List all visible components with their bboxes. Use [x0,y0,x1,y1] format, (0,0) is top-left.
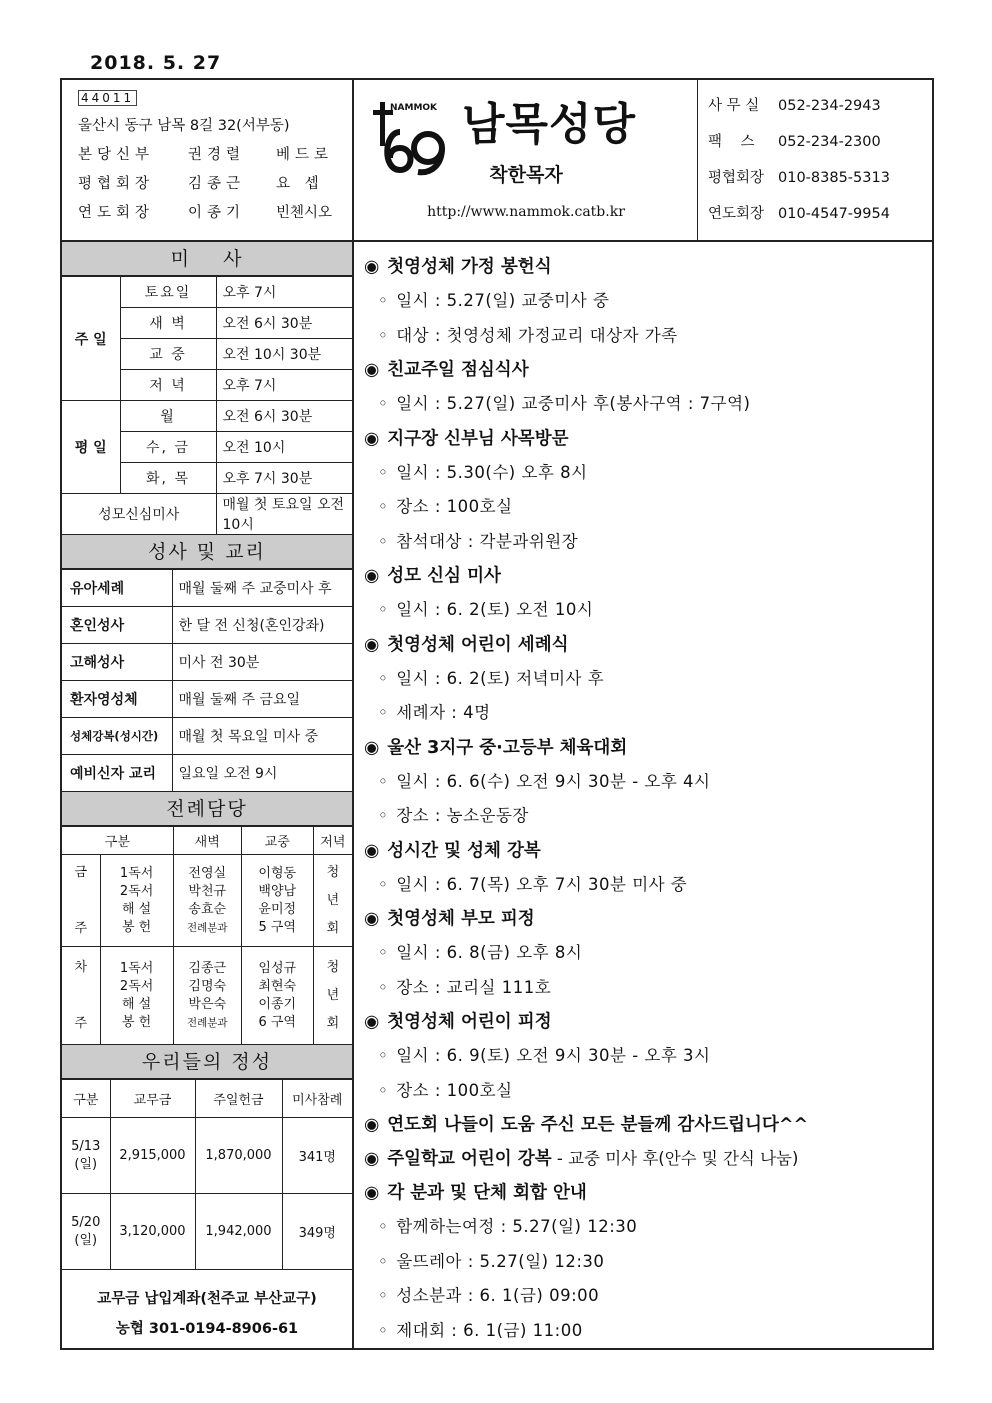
sub-bullet-icon: ◦ [378,462,389,482]
table-header-row [62,827,352,855]
tithe-amount: 3,120,000 [110,1194,195,1270]
mass-time: 오후 7시 [216,277,352,308]
table-row [62,570,352,607]
bullet-icon: ◉ [364,1012,380,1032]
table-row [62,718,352,755]
table-row [62,277,352,308]
liturgy-section-title: 전례담당 [62,792,352,826]
staff-baptismal-name: 요 셉 [276,176,324,192]
notice-detail [364,284,932,319]
staff-role: 본당신부 [78,147,155,163]
account-number: 농협 301-0194-8906-61 [115,1321,299,1337]
sub-bullet-icon: ◦ [378,394,389,413]
notice-detail [364,765,932,800]
sub-bullet-icon: ◦ [378,668,389,688]
notice-title-text: 첫영성체 어린이 피정 [387,1012,552,1032]
contact-label: 팩 스 [708,134,755,150]
sacrament-desc: 매월 둘째 주 교중미사 후 [172,570,352,607]
offering-date-value: 5/20 [71,1214,101,1230]
notice-title-text: 연도회 나들이 도움 주신 모든 분들께 감사드립니다^^ [387,1115,809,1135]
notice-detail [364,1279,932,1314]
notice-detail-text: 장소 : 100호실 [396,1080,513,1100]
table-row [62,494,352,535]
week-label-char: 차 [74,959,88,975]
assignee: 이종기 [258,996,297,1012]
notice-detail [364,971,932,1006]
week-label [62,947,100,1045]
mass-time: 오후 7시 30분 [216,463,352,494]
liturgy-table [62,826,352,1045]
mass-day: 수, 금 [120,432,216,463]
assignee: 6 구역 [258,1014,296,1030]
notice-title [364,628,932,662]
notice-title-text: 울산 3지구 중·고등부 체육대회 [387,737,628,758]
notice-detail-text: 참석대상 : 각분과위원장 [396,531,579,551]
assignee: 이형동 [258,865,297,881]
column-header: 미사참례 [282,1080,352,1118]
sub-bullet-icon: ◦ [378,1080,389,1100]
notices-column [354,242,932,1348]
notice-detail [364,936,932,971]
bullet-icon: ◉ [364,360,380,380]
sub-bullet-icon: ◦ [378,1320,389,1340]
sub-bullet-icon: ◦ [378,325,389,345]
contact-row [708,128,932,164]
dawn-assignees [173,855,241,947]
notice-detail [364,799,932,834]
notice-title-text: 첫영성체 부모 피정 [387,909,535,929]
column-header: 구분 [62,827,173,855]
notice-detail [364,525,932,560]
notice-detail [364,662,932,697]
notice-detail-text: 제대회 : 6. 1(금) 11:00 [396,1320,583,1340]
bullet-icon: ◉ [364,1149,380,1169]
sub-bullet-icon: ◦ [378,943,389,962]
contact-row [708,200,932,236]
notice-detail [364,1074,932,1109]
mass-day: 교 중 [120,339,216,370]
staff-baptismal-name: 베드로 [276,147,334,163]
bullet-icon: ◉ [364,634,380,655]
sacrament-name: 예비신자 교리 [62,755,172,792]
mass-time: 오전 10시 [216,432,352,463]
mass-day: 토요일 [120,277,216,308]
sunday-label: 주 일 [62,277,120,401]
contact-label: 연도회장 [708,206,765,222]
notice-detail [364,1245,932,1280]
notice-title [364,834,932,868]
attendance-count: 341명 [282,1118,352,1194]
notices-list [364,250,932,1348]
sub-bullet-icon: ◦ [378,1217,389,1236]
assignee: 백양남 [258,883,297,899]
assignee: 최현숙 [258,978,297,994]
notice-detail [364,456,932,491]
assignee: 전영실 [188,865,227,881]
assignee-char: 년 [326,987,340,1003]
dawn-assignees [173,947,241,1045]
evening-assignee [313,947,352,1045]
sacrament-name: 고해성사 [62,644,172,681]
notice-detail-text: 대상 : 첫영성체 가정교리 대상자 가족 [396,325,678,345]
sub-bullet-icon: ◦ [378,874,389,894]
offering-date [62,1194,110,1270]
notice-title [364,422,932,456]
table-row [62,755,352,792]
contact-row [708,164,932,200]
sacrament-desc: 매월 첫 목요일 미사 중 [172,718,352,755]
contact-label: 평협회장 [708,170,765,186]
bullet-icon: ◉ [364,737,380,758]
assignee-char: 년 [326,892,340,908]
sub-bullet-icon: ◦ [378,1046,389,1065]
notice-detail-text: 성소분과 : 6. 1(금) 09:00 [396,1286,600,1305]
week-label-char: 금 [74,864,88,880]
notice-detail-text: 일시 : 6. 6(수) 오전 9시 30분 - 오후 4시 [396,771,711,791]
role: 2독서 [119,978,154,994]
notice-title [364,1176,932,1210]
logo-text: NAMMOK [390,103,438,113]
sacraments-section-title: 성사 및 교리 [62,535,352,569]
sub-bullet-icon: ◦ [378,771,389,791]
notice-title-text: 성시간 및 성체 강복 [387,840,541,861]
assignee: 박천규 [188,883,227,899]
mass-schedule-table [62,276,352,535]
sub-bullet-icon: ◦ [378,806,389,825]
assignee-char: 회 [326,920,340,936]
notice-title [364,902,932,936]
staff-row [78,199,352,228]
notice-detail-text: 일시 : 6. 8(금) 오후 8시 [396,943,583,962]
notice-detail-text: 일시 : 6. 9(토) 오전 9시 30분 - 오후 3시 [396,1046,711,1065]
column-header: 구분 [62,1080,110,1118]
notice-title-text: 각 분과 및 단체 회합 안내 [387,1183,587,1203]
sacrament-name: 유아세례 [62,570,172,607]
sacraments-table [62,569,352,792]
header-left [62,80,354,240]
special-mass-label: 성모신심미사 [62,494,216,535]
special-mass-time: 매월 첫 토요일 오전 10시 [216,494,352,535]
assignee-char: 회 [326,1015,340,1031]
collection-amount: 1,942,000 [195,1194,282,1270]
sacrament-name: 성체강복(성시간) [62,718,172,755]
mass-day: 화, 목 [120,463,216,494]
notice-title [364,1005,932,1039]
left-column [62,242,354,1348]
sacrament-desc: 일요일 오전 9시 [172,755,352,792]
staff-role: 연도회장 [78,205,155,221]
bullet-icon: ◉ [364,257,380,277]
notice-title-text: 친교주일 점심식사 [387,360,529,380]
assignee: 송효순 [188,901,227,917]
assignee-char: 청 [326,959,340,975]
notice-detail [364,387,932,422]
parish-url[interactable]: http://www.nammok.catb.kr [427,204,625,220]
sub-bullet-icon: ◦ [378,1251,389,1271]
role: 2독서 [119,883,154,899]
assignee: 윤미정 [258,901,297,917]
notice-title-text: 지구장 신부님 사목방문 [387,428,569,449]
staff-name: 이종기 [188,205,246,221]
week-label-char: 주 [74,1015,88,1031]
offering-day: (일) [74,1232,98,1248]
mass-day: 새 벽 [120,308,216,339]
role: 봉 헌 [121,1014,152,1030]
notice-detail-text: 일시 : 5.30(수) 오후 8시 [396,462,588,482]
bullet-icon: ◉ [364,909,380,929]
church-name: 남목성당 [462,99,637,150]
collection-amount: 1,870,000 [195,1118,282,1194]
role: 1독서 [119,865,154,881]
parish-motto: 착한목자 [489,164,563,186]
contact-phone: 010-8385-5313 [778,170,890,186]
mass-day: 저 녁 [120,370,216,401]
assignee-char: 청 [326,864,340,880]
assignee: 김종근 [188,960,227,976]
notice-detail-text: 세례자 : 4명 [396,703,491,722]
assignee: 임성규 [258,960,297,976]
table-row [62,681,352,718]
offering-day: (일) [74,1156,98,1172]
notice-detail [364,593,932,628]
assignee: 김명숙 [188,978,227,994]
table-row [62,855,352,947]
week-label [62,855,100,947]
table-row [62,947,352,1045]
role-list [100,947,173,1045]
notice-detail-text: 울뜨레아 : 5.27(일) 12:30 [396,1251,605,1271]
notice-title-text: 첫영성체 어린이 세례식 [387,634,569,655]
sub-bullet-icon: ◦ [378,977,389,997]
mass-section-title: 미 사 [62,242,352,276]
assignee: 전례분과 [186,1016,228,1029]
notice-detail [364,1314,932,1349]
sub-bullet-icon: ◦ [378,703,389,722]
sub-bullet-icon: ◦ [378,531,389,551]
notice-detail-text: 장소 : 농소운동장 [396,806,529,825]
bullet-icon: ◉ [364,428,380,449]
offering-date [62,1118,110,1194]
notice-title [364,250,932,284]
mass-time: 오후 7시 [216,370,352,401]
assignee: 전례분과 [186,921,228,934]
role-list [100,855,173,947]
table-row [62,1194,352,1270]
main-assignees [241,947,313,1045]
notice-detail-text: 일시 : 5.27(일) 교중미사 중 [396,291,610,310]
sacrament-name: 환자영성체 [62,681,172,718]
bullet-icon: ◉ [364,1115,380,1135]
notice-detail [364,696,932,731]
sub-bullet-icon: ◦ [378,600,389,619]
sub-bullet-icon: ◦ [378,291,389,310]
notice-title [364,1142,932,1176]
sub-bullet-icon: ◦ [378,1286,389,1305]
sacrament-name: 혼인성사 [62,607,172,644]
address: 울산시 동구 남목 8길 32(서부동) [78,118,290,134]
weekday-label: 평 일 [62,401,120,494]
week-label-char: 주 [74,920,88,936]
notice-title-text: 주일학교 어린이 강복 [387,1149,552,1169]
staff-row [78,170,352,199]
staff-name: 김종근 [188,176,246,192]
offerings-table [62,1079,352,1270]
bullet-icon: ◉ [364,566,380,586]
role: 봉 헌 [121,919,152,935]
assignee: 박은숙 [188,996,227,1012]
notice-detail [364,1210,932,1245]
offerings-section-title: 우리들의 정성 [62,1045,352,1079]
notice-title-text: 첫영성체 가정 봉헌식 [387,257,552,277]
notice-title [364,353,932,387]
sacrament-desc: 미사 전 30분 [172,644,352,681]
notice-detail-text: 일시 : 5.27(일) 교중미사 후(봉사구역 : 7구역) [396,394,751,413]
sacrament-desc: 한 달 전 신청(혼인강좌) [172,607,352,644]
column-header: 교중 [241,827,313,855]
table-row [62,1118,352,1194]
notice-detail-text: 장소 : 100호실 [396,497,513,516]
main-assignees [241,855,313,947]
table-row [62,644,352,681]
contact-row [708,92,932,128]
column-header: 교무금 [110,1080,195,1118]
bulletin-frame [60,78,934,1350]
notice-detail [364,319,932,354]
notice-title-detail: - 교중 미사 후(안수 및 간식 나눔) [551,1149,799,1168]
notice-detail [364,868,932,903]
notice-title [364,1108,932,1142]
mass-time: 오전 10시 30분 [216,339,352,370]
column-header: 새벽 [173,827,241,855]
notice-title [364,731,932,765]
attendance-count: 349명 [282,1194,352,1270]
table-header-row [62,1080,352,1118]
notice-detail-text: 일시 : 6. 7(목) 오후 7시 30분 미사 중 [396,874,688,894]
evening-assignee [313,855,352,947]
table-row [62,607,352,644]
account-info [62,1270,352,1344]
mass-time: 오전 6시 30분 [216,401,352,432]
staff-row [78,141,352,170]
sacrament-desc: 매월 둘째 주 금요일 [172,681,352,718]
contact-phone: 052-234-2943 [778,98,881,114]
header-contacts [698,80,932,240]
contact-label: 사 무 실 [708,98,760,114]
role: 1독서 [119,960,154,976]
table-row [62,401,352,432]
notice-detail [364,1039,932,1074]
mass-time: 오전 6시 30분 [216,308,352,339]
bulletin-date: 2018. 5. 27 [90,52,222,74]
notice-detail-text: 일시 : 6. 2(토) 오전 10시 [396,600,594,619]
header-center [354,80,698,240]
offering-date-value: 5/13 [71,1138,101,1154]
staff-role: 평협회장 [78,176,155,192]
column-header: 주일헌금 [195,1080,282,1118]
sub-bullet-icon: ◦ [378,497,389,516]
bullet-icon: ◉ [364,840,380,861]
bullet-icon: ◉ [364,1183,380,1203]
notice-detail [364,490,932,525]
staff-baptismal-name: 빈첸시오 [276,205,333,221]
notice-title-text: 성모 신심 미사 [387,566,501,586]
assignee: 5 구역 [258,919,296,935]
account-label: 교무금 납입계좌(천주교 부산교구) [97,1291,317,1307]
tithe-amount: 2,915,000 [110,1118,195,1194]
contact-phone: 010-4547-9954 [778,206,890,222]
postal-code: 44011 [78,90,137,106]
notice-title [364,559,932,593]
notice-detail-text: 장소 : 교리실 111호 [396,977,552,997]
column-header: 저녁 [313,827,352,855]
contact-phone: 052-234-2300 [778,134,881,150]
header [62,80,932,242]
staff-name: 권경렬 [188,147,246,163]
notice-detail-text: 일시 : 6. 2(토) 저녁미사 후 [396,668,605,688]
role: 해 설 [121,901,152,917]
role: 해 설 [121,996,152,1012]
mass-day: 월 [120,401,216,432]
notice-detail-text: 함께하는여정 : 5.27(일) 12:30 [396,1217,638,1236]
